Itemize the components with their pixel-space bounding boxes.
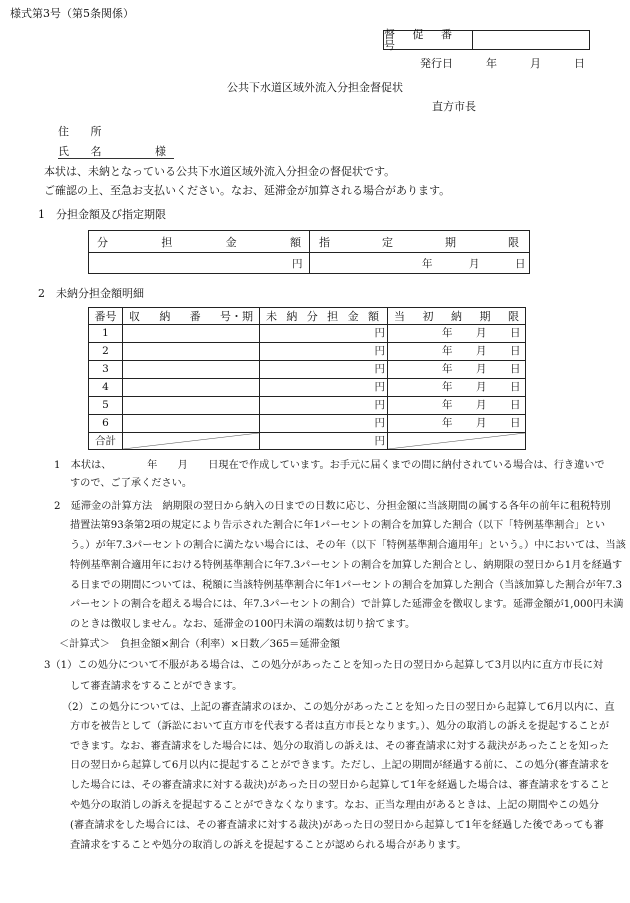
deadline-header-char: 期 (445, 236, 456, 249)
receipt-header-char: 収 (129, 309, 140, 323)
table-header-row (89, 308, 526, 325)
note-3-2: （2）この処分については、上記の審査請求のほか、この処分があったことを知った日の翌日から起算して6月以内に、直 (62, 702, 615, 713)
diagonal-strike (388, 433, 525, 449)
amount-header-char: 納 (286, 309, 298, 323)
row-deadline (388, 397, 526, 415)
note-2: 2 延滞金の計算方法 納期限の翌日から納入の日までの日数に応じ、分担金額に当該期間の属する各年の前年に租税特別 (54, 501, 611, 512)
amount-header (97, 237, 301, 248)
note-2-line: う。）が年7.3パーセントの割合に満たない場合には、その年（以下「特例基準割合適用年」という。）中においては、当該 (70, 540, 626, 551)
row-no: 5 (89, 397, 123, 415)
row-month: 月 (476, 399, 487, 411)
total-label: 合計 (89, 433, 123, 450)
row-amount: 円 (260, 325, 388, 343)
deadline-header-char: 指 (319, 236, 330, 249)
notice-number-value (473, 31, 589, 49)
table-row (89, 325, 526, 343)
issue-year: 年 (486, 57, 497, 70)
deadline-year: 年 (422, 258, 433, 270)
row-deadline (388, 361, 526, 379)
col-no-header: 番号 (89, 308, 123, 325)
honorific: 様 (155, 145, 166, 158)
note-3-2-line: (審査請求をした場合には、その審査請求に対する裁決)があった日の翌日から起算して1年を経過した後であっても審 (70, 820, 604, 831)
table-row (89, 343, 526, 361)
section2-heading: 2 未納分担金額明細 (38, 287, 144, 300)
col-deadline-header (388, 308, 526, 325)
row-receipt (123, 361, 260, 379)
row-deadline (388, 343, 526, 361)
issue-date-label: 発行日 (420, 57, 453, 70)
row-amount: 円 (260, 343, 388, 361)
note-3-2-line: 査請求をすることや処分の取消しの訴えを提起することが認められる場合があります。 (70, 840, 467, 851)
amount-header-char: 金 (347, 309, 359, 323)
col-receipt-header (123, 308, 260, 325)
amount-header-char: 額 (367, 309, 379, 323)
row-amount: 円 (260, 361, 388, 379)
deadline-header-char: 限 (508, 236, 519, 249)
row-month: 月 (476, 327, 487, 339)
diagonal-strike (123, 433, 259, 449)
deadline-header (319, 237, 519, 248)
amount-header-char: 担 (161, 236, 173, 249)
row-receipt (123, 397, 260, 415)
note-3-2-line: や処分の取消しの訴えを提起することができなくなります。なお、正当な理由があるときは、上記の期間やこの処分 (70, 800, 599, 811)
note-2-line: る日までの期間については、税額に当該特例基準割合に年1パーセントの割合を加算した割合（当該加算した割合が年7.3 (70, 580, 623, 591)
row-receipt (123, 343, 260, 361)
row-amount: 円 (260, 415, 388, 433)
note-1-cont: すので、ご了承ください。 (70, 478, 193, 489)
notice-number-label: 督 促 番 号 (384, 31, 473, 49)
row-month: 月 (476, 363, 487, 375)
amount-yen: 円 (292, 258, 303, 270)
deadline-header-char: 期 (479, 309, 491, 323)
calc-formula: ＜計算式＞ 負担金額×割合（利率）×日数／365＝延滞金額 (59, 639, 341, 650)
row-deadline (388, 415, 526, 433)
row-month: 月 (476, 417, 487, 429)
row-receipt (123, 325, 260, 343)
row-amount: 円 (260, 397, 388, 415)
amount-header-char: 分 (97, 236, 108, 249)
amount-header-char: 金 (225, 236, 237, 249)
row-year: 年 (442, 327, 453, 339)
row-year: 年 (442, 345, 453, 357)
row-month: 月 (476, 345, 487, 357)
row-day: 日 (510, 381, 521, 393)
note-2-line: パーセントの割合を超える場合には、年7.3パーセントの割合）で計算した延滞金を徴収します。延滞金額が1,000円未満 (70, 599, 624, 610)
table-row (89, 379, 526, 397)
deadline-header-char: 納 (451, 309, 462, 323)
note-3-2-line: 日の翌日から起算して6月以内に提起することができます。ただし、上記の期間が経過する前に、この処分(審査請求を (70, 760, 610, 771)
row-month: 月 (476, 381, 487, 393)
receipt-header-char: 号・期 (219, 309, 253, 323)
row-day: 日 (510, 327, 521, 339)
note-3-2-line: できます。なお、審査請求をした場合には、処分の取消しの訴えは、その審査請求に対する裁決があったことを知った (70, 741, 610, 752)
address-label: 住 所 (58, 125, 111, 138)
issue-date (420, 58, 585, 69)
row-day: 日 (510, 363, 521, 375)
row-day: 日 (510, 399, 521, 411)
row-no: 1 (89, 325, 123, 343)
row-year: 年 (442, 381, 453, 393)
total-deadline-void (388, 433, 526, 450)
deadline-month: 月 (469, 258, 480, 270)
section1-heading: 1 分担金額及び指定期限 (38, 208, 166, 221)
name-label: 氏 名 (58, 145, 111, 158)
row-deadline (388, 379, 526, 397)
note-3-1-cont: して審査請求をすることができます。 (70, 681, 243, 692)
row-year: 年 (442, 363, 453, 375)
row-no: 2 (89, 343, 123, 361)
note-2-line: 措置法第93条第2項の規定により告示された割合に年1パーセントの割合を加算した割合（以下「特例基準割合」とい (70, 520, 606, 531)
issue-month: 月 (530, 57, 541, 70)
deadline-header-char: 初 (422, 309, 434, 323)
total-row (89, 433, 526, 450)
form-id: 様式第3号（第5条関係） (10, 7, 134, 20)
receipt-header-char: 番 (189, 309, 201, 323)
note-3-2-line: した場合には、その審査請求に対する裁決)があった日の翌日から起算して1年を経過した場合は、審査請求をすること (70, 780, 611, 791)
row-deadline (388, 325, 526, 343)
amount-header-char: 額 (289, 236, 301, 249)
row-no: 4 (89, 379, 123, 397)
name-line (58, 146, 174, 159)
notice-number-box (383, 30, 590, 50)
intro-line-1: 本状は、未納となっている公共下水道区域外流入分担金の督促状です。 (44, 165, 396, 178)
deadline-header-char: 限 (508, 309, 519, 323)
col-amount-header (260, 308, 388, 325)
row-year: 年 (442, 417, 453, 429)
row-year: 年 (442, 399, 453, 411)
note-3-1: 3（1）この処分について不服がある場合は、この処分があったことを知った日の翌日から起算して3月以内に直方市長に対 (44, 660, 604, 671)
row-day: 日 (510, 417, 521, 429)
row-no: 6 (89, 415, 123, 433)
note-1: 1 本状は、 年 月 日現在で作成しています。お手元に届くまでの間に納付されている場合は、行き違いで (54, 460, 605, 471)
intro-line-2: ご確認の上、至急お支払いください。なお、延滞金が加算される場合があります。 (44, 184, 451, 197)
note-2-line: のときは徴収しません。なお、延滞金の100円未満の端数は切り捨てます。 (70, 619, 416, 630)
deadline-header-char: 当 (394, 309, 405, 323)
row-receipt (123, 415, 260, 433)
row-amount: 円 (260, 379, 388, 397)
row-no: 3 (89, 361, 123, 379)
total-receipt-void (123, 433, 260, 450)
row-receipt (123, 379, 260, 397)
deadline-header-char: 定 (382, 236, 393, 249)
amount-deadline-table (88, 230, 530, 274)
table-row (89, 361, 526, 379)
amount-header-char: 担 (327, 309, 339, 323)
table-row (89, 415, 526, 433)
total-amount: 円 (260, 433, 388, 450)
amount-header-char: 未 (266, 309, 277, 323)
issuer: 直方市長 (432, 100, 476, 113)
amount-header-char: 分 (306, 309, 318, 323)
page-title: 公共下水道区域外流入分担金督促状 (227, 81, 403, 94)
unpaid-detail-table (88, 307, 526, 450)
issue-day: 日 (574, 57, 585, 70)
note-2-line: 特例基準割合適用年における特例基準割合に年7.3パーセントの割合を加算した割合とし、納期限の翌日から1月を経過す (70, 560, 623, 571)
receipt-header-char: 納 (159, 309, 171, 323)
row-day: 日 (510, 345, 521, 357)
table-row (89, 397, 526, 415)
deadline-day: 日 (515, 258, 526, 270)
note-3-2-line: 方市を被告として（訴訟において直方市を代表する者は直方市長となります。）、処分の取消しの訴えを提起することが (70, 721, 610, 732)
